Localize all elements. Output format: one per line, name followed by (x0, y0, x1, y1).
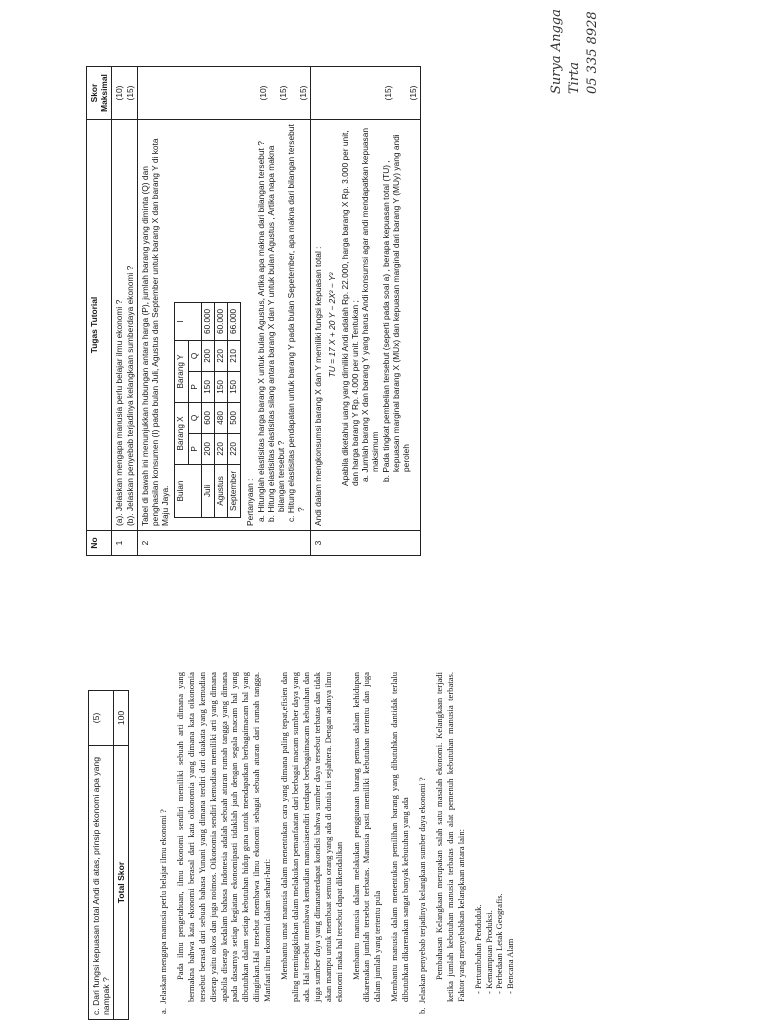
table-cell: 220 (228, 433, 241, 464)
score-value: (10) (257, 85, 268, 101)
sub-header: P (188, 433, 201, 464)
table-row (201, 302, 214, 517)
task-text: (b). Jelaskan penyebab terjadinya kelangkaan sumberdaya ekonomi ? (124, 265, 135, 526)
table-cell: 150 (228, 371, 241, 402)
paragraph: Pada ilmu pengetahuan, ilmu ekonomi sendiri memiliki sebuah arti dimana yang bermakna bahwa kata ekonomi berasal dari kata oikonomia yang dimana kata oikonomia tersebut berasal dari sebuah bahasa Yunani yang dimana terdiri dari duakata yang kemudian diserap yaitu oikos dan juga noimos. Oikonomia sendiri kemudian memiliki arti yang dimana apabila diserap kedalam bahasa Indonesia adalah sebuah aturan rumah tangga yang dimana pada dasarnya setiap kegiatan ekonomipasti tidaklah jauh dengan segala macam hal yang dibutuhkan dalam setiap kebutuhan hidup guna untuk mendapatkan berbagaimacam hal yang diinginkan.Hal tersebut membawa ilmu ekonomi sebagai sebuah aturan dari rumah tangga. Manfaat ilmu ekonomi dalam sehari-hari: (174, 672, 273, 1002)
table-cell: 150 (201, 371, 214, 402)
task-text: Tabel di bawah ini menunjukkan hubungan antara harga (P), jumlah barang yang diminta (Q) dan penghasilan konsumen (I) pada bulan Juli, Agustus dan September untuk barang X dan barang Y di kota Maju Jaya. (139, 138, 171, 526)
row-number: 2 (137, 531, 311, 556)
table-cell: 480 (215, 402, 228, 433)
row-number: 1 (112, 531, 137, 556)
header-bulan: Bulan (175, 464, 201, 517)
paragraph: Membantu umat manusia dalam menentukan cara yang dimana paling tepat,efisien dan paling meminggkinkan dalam melakukan pemanfaatan dari berbagai macam sumber daya yang ada. Hal tersebut membawa kemudian manusiasendiri terdapat berbagaimacam kebutuhan dan juga sumber daya yang dimanaterdapat kondisi bahwa sumber daya tersebut terbatas dan tidak akan mampu untuk membuat semua orang yang ada di dunia ini sejahtera. Dengan adanya ilmu ekonomi maka hal tersebut dapat dikendalikan (279, 672, 344, 1002)
utility-equation: TU = 17 X + 20 Y − 2X² − Y² (326, 272, 337, 378)
table-cell: 220 (215, 433, 228, 464)
question-text: Hitung elastisitas elastisitas silang antara barang X dan Y untuk bulan Agustus , Artika napa makna bilangan tersebut ? (265, 145, 287, 513)
header-task: Tugas Tutorial (87, 120, 112, 531)
table-cell: 60.000 (215, 302, 228, 340)
sub-header: Q (188, 402, 201, 433)
task-text: Andi dalam mengkonsumsi barang X dan Y memiliki fungsi kepuasan total : (313, 246, 324, 526)
score-value: (15) (298, 85, 309, 101)
question-a (158, 672, 169, 1014)
price-table (174, 302, 241, 518)
table-header-row (87, 67, 112, 556)
score-cell (112, 67, 137, 120)
sub-question-a (255, 124, 266, 522)
score-cell (137, 67, 311, 120)
question-text: Hitunglah elastisitas harga barang X untuk bulan Agustus, Artika apa makna dari bilangan tersebut ? (255, 141, 266, 513)
table-cell: 60.000 (201, 302, 214, 340)
row-number: 3 (311, 531, 420, 556)
previous-table (88, 690, 129, 1020)
table-cell: 600 (201, 402, 214, 433)
signature-id: 05 335 8928 (585, 11, 600, 94)
question-letter: c. (286, 515, 297, 522)
header-barang-y: Barang Y (175, 340, 188, 402)
question-letter: b. (265, 515, 276, 522)
list-item: - Pertumbuhan Penduduk. (473, 672, 484, 994)
questions-label: Pertanyaan : (245, 478, 256, 526)
table-cell: 200 (201, 340, 214, 371)
signature-name: Surya Angga Tirta (549, 9, 582, 94)
question-letter: a. (360, 475, 371, 482)
task-text: (a). Jelaskan mengapa manusia perlu belajar ilmu ekonomi ? (114, 299, 125, 526)
table-cell: 200 (201, 433, 214, 464)
table-cell: 500 (228, 402, 241, 433)
row-text: Dari fungsi kepuasan total Andi di atas, prinsip ekonomi apa yang nampak ? (91, 757, 111, 1015)
total-score: 100 (114, 691, 129, 746)
question-text: Jelaskan mengapa manusia perlu belajar ilmu ekonomi ? (158, 809, 168, 1004)
sub-question-a (360, 124, 381, 482)
list-item: - Perbedaan Letak Geografis. (494, 672, 505, 994)
list-item: - Kemampuan Produksi. (484, 672, 495, 994)
header-no: No (87, 531, 112, 556)
task-cell (311, 120, 420, 531)
score-value: (15) (407, 85, 418, 101)
score-value: (15) (383, 85, 394, 101)
total-label: Total Skor (114, 746, 129, 1020)
assignment-table (86, 66, 421, 556)
sub-question-c (286, 124, 307, 522)
table-row (215, 302, 228, 517)
header-score: Skor Maksimal (87, 67, 112, 120)
score-value: (15) (278, 85, 289, 101)
table-row (175, 302, 188, 517)
total-row (114, 691, 129, 1020)
question-text: Jumlah barang X dan barang Y yang harus Andi konsumsi agar andi mendapatkan kepuasan maksimum (360, 127, 381, 473)
table-row (112, 67, 137, 556)
factor-list (473, 672, 517, 1002)
question-text: Hitung elastisitas pendapatan untuk barang Y pada bulan Sepetember, apa makna dari bilangan tersebut ? (286, 124, 307, 514)
handwritten-signature (548, 0, 602, 94)
answer-text (158, 672, 516, 1014)
table-cell: 150 (215, 371, 228, 402)
score-cell (311, 67, 420, 120)
table-row (311, 67, 420, 556)
score-value: (10) (114, 85, 125, 101)
row-letter: c. (91, 1008, 101, 1015)
question-b (417, 672, 428, 1014)
sub-question-b (265, 124, 287, 522)
paragraph: Pembahasan Kelangkaan merupakan salah satu masalah ekonomi. Kelangkaan terjadi ketika jumlah kebutuhan manusia terbatas dan alat pemenuh kebutuhan manusia terbatas. Faktor yang menyebabkan kelangkaan antara lain: (433, 672, 466, 1002)
question-letter: b. (417, 1007, 428, 1014)
table-cell: 210 (228, 340, 241, 371)
task-text: Apabila diketahui uang yang dimiliki Andi adalah Rp. 22.000, harga barang X Rp. 3.000 per unit, dan harga barang Y Rp. 4.000 per unit. Tentukan ; (339, 130, 361, 486)
header-barang-x: Barang X (175, 402, 188, 464)
paragraph: Membantu manusia dalam menentukan pemilihan barang yang dibutuhkan dantidak terlalu dibutuhkan dikarenakan sangat banyak kebutuhan yang ada (389, 672, 411, 1002)
table-cell: 220 (215, 340, 228, 371)
question-letter: b. (380, 475, 391, 482)
table-cell: September (228, 464, 241, 517)
table-row (228, 302, 241, 517)
task-cell (137, 120, 311, 531)
question-letter: a. (158, 1008, 168, 1014)
list-item: - Bencana Alam (505, 672, 516, 994)
sub-header: Q (188, 340, 201, 371)
table-cell: 66.000 (228, 302, 241, 340)
sub-header: P (188, 371, 201, 402)
table-cell (89, 746, 114, 1020)
header-income: I (175, 302, 201, 340)
question-letter: a. (255, 515, 266, 522)
table-cell: Juli (201, 464, 214, 517)
sub-question-b (380, 124, 412, 482)
table-cell: Agustus (215, 464, 228, 517)
table-row (89, 691, 114, 1020)
score-cell: (5) (89, 691, 114, 746)
question-text: Jelaskan penyebab terjadinya kelangkaan sumber daya ekonomi ? (417, 777, 428, 1004)
table-row (137, 67, 311, 556)
score-value: (15) (124, 85, 135, 101)
question-text: Pada tingkat pembelian tersebut (seperti pada soal a) , berapa kepuasan total (TU) , kepuasan marginal barang X (MUx) dan kepuasan marginal dari barang Y (MUy) yang andi peroleh (380, 134, 412, 473)
paragraph: Membantu manusia dalam melakukan penggunaan barang pemuas dalam kehidupan dikarenakan jumlah tersebut terbatas. Manusia pasti memiliki kebutuhan tertentu dan juga dalam jumlah yang tertentu pula (350, 672, 383, 1002)
task-cell (112, 120, 137, 531)
